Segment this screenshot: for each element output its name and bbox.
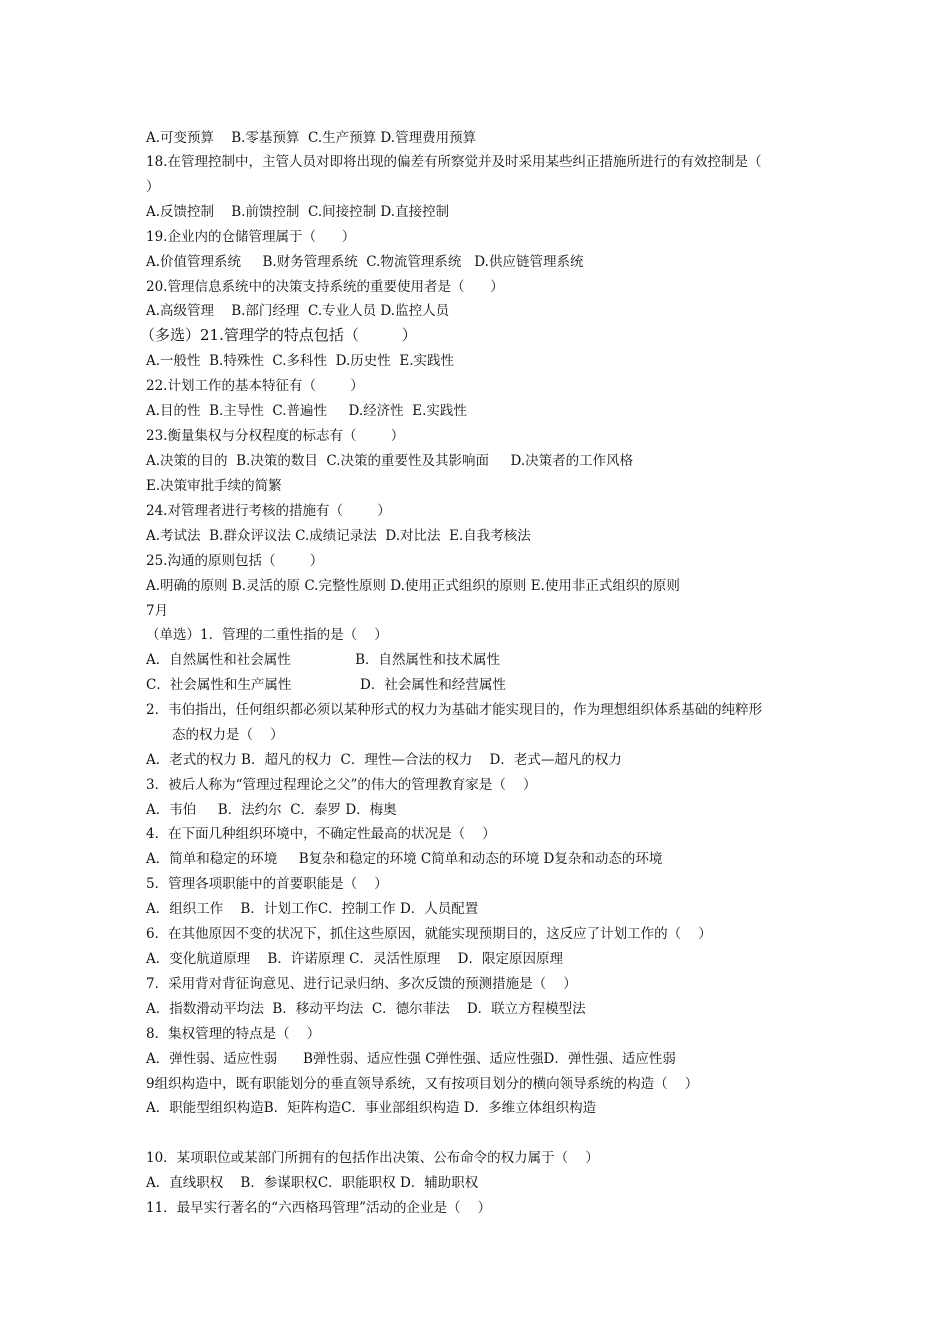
text-line: A．韦伯 B．法约尔 C．泰罗 D．梅奥 bbox=[146, 802, 397, 818]
question-23: 23.衡量集权与分权程度的标志有（ ） bbox=[146, 428, 405, 444]
text-line: A.反馈控制 B.前馈控制 C.间接控制 D.直接控制 bbox=[146, 204, 450, 220]
text-line: A．老式的权力 B．超凡的权力 C．理性—合法的权力 D．老式—超凡的权力 bbox=[146, 752, 622, 768]
text-line: A.决策的目的 B.决策的数目 C.决策的重要性及其影响面 D.决策者的工作风格 bbox=[146, 453, 634, 469]
question-24: 24.对管理者进行考核的措施有（ ） bbox=[146, 503, 391, 519]
question-9: 9组织构造中，既有职能划分的垂直领导系统，又有按项目划分的横向领导系统的构造（ ） bbox=[146, 1076, 699, 1092]
text-line: C．社会属性和生产属性 D．社会属性和经营属性 bbox=[146, 677, 506, 693]
question-20: 20.管理信息系统中的决策支持系统的重要使用者是（ ） bbox=[146, 279, 504, 295]
question-11: 11．最早实行著名的“六西格玛管理”活动的企业是（ ） bbox=[146, 1200, 492, 1216]
question-19: 19.企业内的仓储管理属于（ ） bbox=[146, 229, 356, 245]
text-line: A.高级管理 B.部门经理 C.专业人员 D.监控人员 bbox=[146, 303, 450, 319]
text-line: A．指数滑动平均法 B．移动平均法 C．德尔菲法 D．联立方程模型法 bbox=[146, 1001, 586, 1017]
text-line: E.决策审批手续的简繁 bbox=[146, 478, 282, 494]
text-line: A.一般性 B.特殊性 C.多科性 D.历史性 E.实践性 bbox=[146, 353, 455, 369]
question-1: （单选）1．管理的二重性指的是（ ） bbox=[146, 627, 388, 643]
text-line: A．变化航道原理 B．许诺原理 C．灵活性原理 D．限定原因原理 bbox=[146, 951, 563, 967]
question-25: 25.沟通的原则包括（ ） bbox=[146, 553, 324, 569]
text-line: A.目的性 B.主导性 C.普遍性 D.经济性 E.实践性 bbox=[146, 403, 467, 419]
question-18: 18.在管理控制中，主管人员对即将出现的偏差有所察觉并及时采用某些纠正措施所进行的有效控制是（ bbox=[146, 154, 762, 170]
text-line: A．自然属性和社会属性 B．自然属性和技术属性 bbox=[146, 652, 501, 668]
text-line: A.考试法 B.群众评议法 C.成绩记录法 D.对比法 E.自我考核法 bbox=[146, 528, 531, 544]
question-3: 3．被后人称为“管理过程理论之父”的伟大的管理教育家是（ ） bbox=[146, 777, 537, 793]
text-line: A.可变预算 B.零基预算 C.生产预算 D.管理费用预算 bbox=[146, 130, 477, 146]
question-8: 8．集权管理的特点是（ ） bbox=[146, 1026, 321, 1042]
question-5: 5．管理各项职能中的首要职能是（ ） bbox=[146, 876, 388, 892]
text-line: A．直线职权 B．参谋职权C．职能职权 D．辅助职权 bbox=[146, 1175, 479, 1191]
question-6: 6．在其他原因不变的状况下，抓住这些原因，就能实现预期目的，这反应了计划工作的（ ） bbox=[146, 926, 712, 942]
question-21-heading: （多选）21.管理学的特点包括（ ） bbox=[140, 326, 417, 344]
question-10: 10．某项职位或某部门所拥有的包括作出决策、公布命令的权力属于（ ） bbox=[146, 1150, 599, 1166]
text-line: A．组织工作 B．计划工作C．控制工作 D．人员配置 bbox=[146, 901, 479, 917]
text-line: A．职能型组织构造B．矩阵构造C．事业部组织构造 D．多维立体组织构造 bbox=[146, 1100, 597, 1116]
text-line: A．简单和稳定的环境 B复杂和稳定的环境 C简单和动态的环境 D复杂和动态的环境 bbox=[146, 851, 663, 867]
section-heading-july: 7月 bbox=[146, 603, 169, 619]
question-22: 22.计划工作的基本特征有（ ） bbox=[146, 378, 364, 394]
text-line: A.明确的原则 B.灵活的原 C.完整性原则 D.使用正式组织的原则 E.使用非正式组织的原则 bbox=[146, 578, 680, 594]
text-line: 态的权力是（ ） bbox=[172, 727, 284, 743]
text-line: A.价值管理系统 B.财务管理系统 C.物流管理系统 D.供应链管理系统 bbox=[146, 254, 584, 270]
text-line: ） bbox=[146, 179, 160, 195]
question-7: 7．采用背对背征询意见、进行记录归纳、多次反馈的预测措施是（ ） bbox=[146, 976, 577, 992]
question-4: 4．在下面几种组织环境中，不确定性最高的状况是（ ） bbox=[146, 826, 496, 842]
text-line: A．弹性弱、适应性弱 B弹性弱、适应性强 C弹性强、适应性强D．弹性强、适应性弱 bbox=[146, 1051, 676, 1067]
question-2: 2．韦伯指出，任何组织都必须以某种形式的权力为基础才能实现目的，作为理想组织体系基础的纯粹形 bbox=[146, 702, 763, 718]
